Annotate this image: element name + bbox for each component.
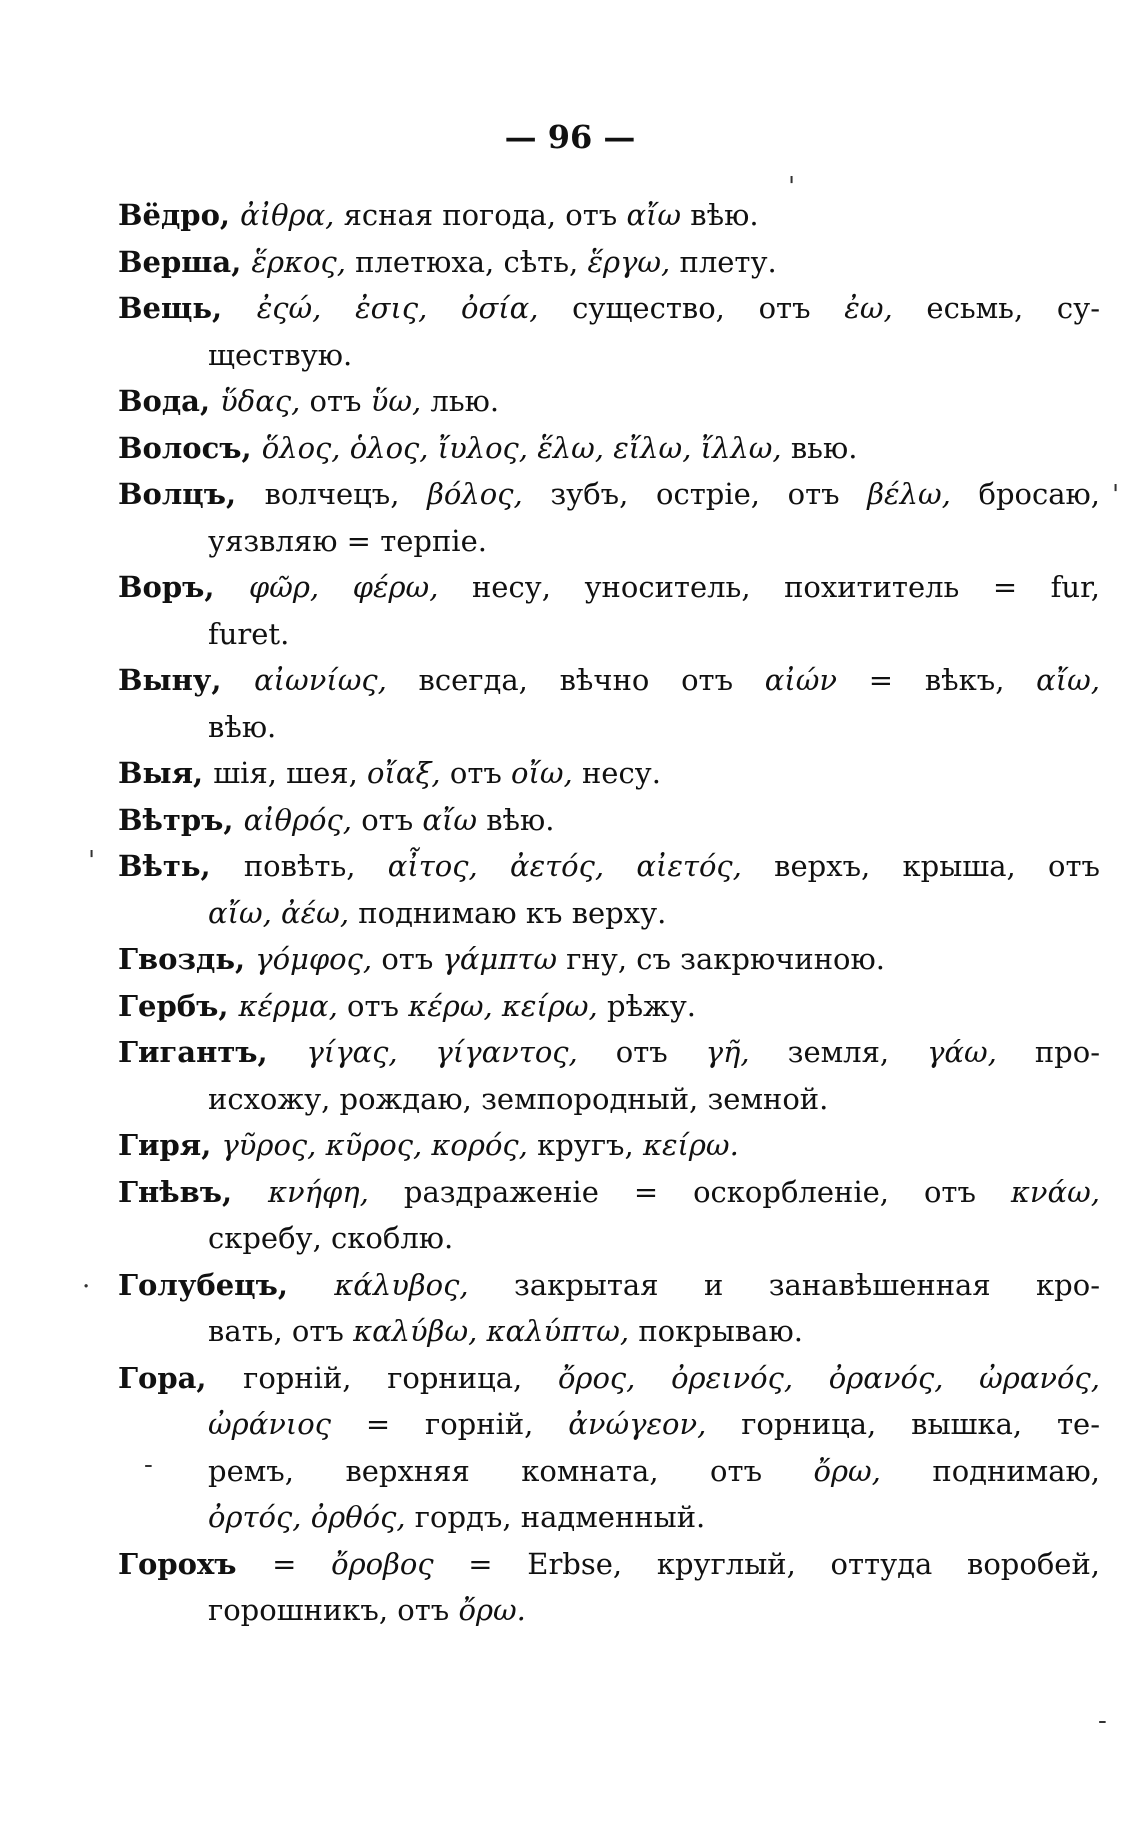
headword: Волцъ, <box>118 477 265 511</box>
greek-word: γάω, <box>927 1035 997 1069</box>
entry-line <box>118 471 1100 518</box>
dictionary-entry <box>118 983 1100 1030</box>
greek-word: αἶτος, ἀετός, αἰετός, <box>387 849 742 883</box>
greek-word: αἴω <box>422 802 477 837</box>
headword: Голубецъ, <box>118 1267 335 1302</box>
headword: Гигантъ, <box>118 1035 307 1069</box>
entry-line <box>118 425 1100 472</box>
entry-text: закрытая и занавѣшенная кро- <box>468 1267 1100 1302</box>
entry-line <box>118 611 1100 658</box>
greek-word: κάλυβος, <box>334 1267 469 1302</box>
headword: Вёдро, <box>118 198 241 232</box>
entry-line <box>118 332 1100 379</box>
greek-word: αἰθρός, <box>243 802 352 837</box>
entry-text: существо, отъ <box>538 291 845 325</box>
headword: Вѣтръ, <box>118 802 244 837</box>
headword: Воръ, <box>118 570 249 604</box>
greek-word: ὠράνιος <box>208 1407 331 1441</box>
headword: Горохъ <box>118 1546 273 1581</box>
headword: Вода, <box>118 384 221 418</box>
dictionary-entry <box>118 1169 1100 1262</box>
entry-line <box>118 518 1100 565</box>
greek-word: ἕργω, <box>587 244 671 279</box>
entry-line <box>118 564 1100 611</box>
greek-word: ὄρω, <box>813 1453 881 1488</box>
stray-mark: ' <box>88 846 96 876</box>
entry-text: поднимаю, <box>880 1453 1100 1488</box>
entry-text: = <box>272 1546 332 1581</box>
greek-word: κείρω. <box>642 1128 739 1162</box>
entry-line <box>118 1494 1100 1541</box>
stray-mark: - <box>1098 1706 1107 1736</box>
entry-line <box>118 797 1100 844</box>
entry-text: несу. <box>572 756 661 790</box>
dictionary-entry <box>118 471 1100 564</box>
entry-text: кругъ, <box>527 1128 643 1162</box>
entry-text: горница, вышка, те- <box>706 1407 1100 1441</box>
headword: Гнѣвъ, <box>118 1174 268 1209</box>
greek-word: ὀρτός, ὀρθός, <box>208 1500 406 1534</box>
entry-line <box>118 1401 1100 1448</box>
greek-word: κνήφη, <box>267 1174 369 1209</box>
stray-mark: ' <box>1112 480 1120 510</box>
entry-line <box>118 1448 1100 1495</box>
entry-text: горошникъ, отъ <box>208 1593 459 1627</box>
entry-text: вѣю. <box>476 802 555 837</box>
entry-line <box>118 1262 1100 1309</box>
entry-text: отъ <box>300 384 371 418</box>
dictionary-entries <box>118 192 1100 1634</box>
dictionary-entry <box>118 564 1100 657</box>
dictionary-entry <box>118 1029 1100 1122</box>
entry-text: furet. <box>208 616 290 651</box>
stray-mark: ' <box>788 172 796 202</box>
entry-line <box>118 704 1100 751</box>
entry-text: покрываю. <box>629 1314 803 1348</box>
dictionary-entry <box>118 1541 1100 1634</box>
headword: Волосъ, <box>118 430 262 465</box>
entry-line <box>118 378 1100 425</box>
entry-text: плету. <box>670 244 777 279</box>
entry-line <box>118 285 1100 332</box>
headword: Гиря, <box>118 1128 222 1162</box>
entry-text: уязвляю = терпіе. <box>208 523 487 558</box>
greek-word: αἴω, ἀέω, <box>208 895 350 930</box>
headword: Гвоздь, <box>118 942 256 976</box>
dictionary-entry <box>118 285 1100 378</box>
greek-word: βέλω, <box>867 477 951 511</box>
dictionary-entry <box>118 239 1100 286</box>
dictionary-entry <box>118 1122 1100 1169</box>
entry-text: = Erbse, круглый, оттуда воробей, <box>433 1546 1100 1581</box>
headword: Гербъ, <box>118 988 239 1023</box>
greek-word: κέρω, κείρω, <box>408 988 598 1023</box>
stray-mark: · <box>82 1272 91 1302</box>
dictionary-entry <box>118 936 1100 983</box>
greek-word: καλύβω, καλύπτω, <box>353 1314 630 1348</box>
entry-text: плетюха, сѣть, <box>345 244 588 279</box>
dictionary-entry <box>118 425 1100 472</box>
greek-word: ὕδας, <box>220 384 301 418</box>
entry-line <box>118 1215 1100 1262</box>
entry-text: всегда, вѣчно отъ <box>386 663 765 697</box>
entry-text: вать, отъ <box>208 1314 354 1348</box>
entry-line <box>118 1076 1100 1123</box>
greek-word: ὕω, <box>370 384 422 418</box>
entry-text: вѣю. <box>208 709 277 744</box>
headword: Выну, <box>118 663 255 697</box>
entry-line <box>118 657 1100 704</box>
entry-text: бросаю, <box>950 477 1100 511</box>
entry-text: земля, <box>749 1035 928 1069</box>
greek-word: αἴω, <box>1036 663 1100 697</box>
entry-text: отъ <box>351 802 423 837</box>
greek-word: γῆ, <box>705 1035 750 1069</box>
entry-line <box>118 192 1100 239</box>
dictionary-entry <box>118 657 1100 750</box>
headword: Вещь, <box>118 291 257 325</box>
entry-text: ществую. <box>208 337 353 372</box>
entry-line <box>118 239 1100 286</box>
entry-text: несу, уноситель, похититель = fur, <box>438 570 1100 604</box>
greek-word: κέρμα, <box>238 988 338 1023</box>
entry-line <box>118 1587 1100 1634</box>
entry-line <box>118 983 1100 1030</box>
greek-word: βόλος, <box>427 477 523 511</box>
dictionary-entry <box>118 1355 1100 1541</box>
entry-text: ремъ, верхняя комната, отъ <box>208 1453 814 1488</box>
dictionary-entry <box>118 797 1100 844</box>
dictionary-entry <box>118 378 1100 425</box>
entry-line <box>118 750 1100 797</box>
greek-word: φῶρ, φέρω, <box>248 570 439 604</box>
entry-text: раздраженіе = оскорбленіе, отъ <box>368 1174 1011 1209</box>
greek-word: ἐςώ, ἐσις, ὀσία, <box>256 291 539 325</box>
entry-text: зубъ, остріе, отъ <box>522 477 868 511</box>
entry-text: волчецъ, <box>264 477 428 511</box>
headword: Верша, <box>118 244 252 279</box>
greek-word: κνάω, <box>1010 1174 1100 1209</box>
greek-word: ἀἰθρα, <box>240 198 335 232</box>
greek-word: γῦρος, κῦρος, κορός, <box>221 1128 528 1162</box>
entry-line <box>118 1169 1100 1216</box>
greek-word: ὄροβος <box>331 1546 434 1581</box>
greek-word: αἰών <box>764 663 838 697</box>
entry-line <box>118 1308 1100 1355</box>
entry-text: = горній, <box>330 1407 569 1441</box>
greek-word: γάμπτω <box>442 942 558 976</box>
entry-line <box>118 936 1100 983</box>
entry-text: ясная погода, отъ <box>334 198 627 232</box>
entry-text: исхожу, рождаю, земпородный, земной. <box>208 1081 829 1116</box>
greek-word: ὄρος, ὀρεινός, ὀρανός, ὠρανός, <box>557 1360 1100 1395</box>
dictionary-entry <box>118 750 1100 797</box>
entry-text: поднимаю къ верху. <box>349 895 667 930</box>
dictionary-entry <box>118 192 1100 239</box>
entry-line <box>118 1122 1100 1169</box>
dictionary-entry <box>118 843 1100 936</box>
greek-word: ἀνώγεον, <box>568 1407 707 1441</box>
entry-text: шія, шея, <box>213 756 368 790</box>
entry-text: гну, съ закрючиною. <box>557 942 885 976</box>
entry-line <box>118 1541 1100 1588</box>
greek-word: αἴω <box>626 198 682 232</box>
greek-word: ἐω, <box>844 291 893 325</box>
entry-text: = вѣкъ, <box>837 663 1037 697</box>
greek-word: οἴω, <box>511 756 573 790</box>
headword: Гора, <box>118 1360 244 1395</box>
entry-text: гордъ, надменный. <box>405 1500 706 1534</box>
greek-word: ἕρκος, <box>251 244 346 279</box>
entry-text: отъ <box>440 756 512 790</box>
greek-word: αἰωνίως, <box>254 663 387 697</box>
entry-text: лью. <box>421 384 500 418</box>
greek-word: ὄρω. <box>458 1593 526 1627</box>
entry-text: отъ <box>577 1035 706 1069</box>
entry-text: рѣжу. <box>597 988 697 1023</box>
headword: Вѣть, <box>118 849 244 883</box>
entry-line <box>118 1029 1100 1076</box>
entry-text: про- <box>996 1035 1100 1069</box>
entry-text: отъ <box>337 988 409 1023</box>
entry-text: есьмь, су- <box>892 291 1100 325</box>
entry-line <box>118 843 1100 890</box>
entry-text: горній, горница, <box>243 1360 558 1395</box>
greek-word: ὅλος, ὁλος, ἴυλος, ἕλω, εἴλω, ἴλλω, <box>261 430 782 465</box>
entry-text: вью. <box>781 430 858 465</box>
entry-line <box>118 890 1100 937</box>
headword: Выя, <box>118 756 214 790</box>
dictionary-entry <box>118 1262 1100 1355</box>
entry-text: отъ <box>372 942 443 976</box>
entry-text: скребу, скоблю. <box>208 1221 454 1255</box>
greek-word: γόμφος, <box>255 942 373 976</box>
entry-text: верхъ, крыша, отъ <box>741 849 1101 883</box>
greek-word: οἴαξ, <box>367 756 441 790</box>
greek-word: γίγας, γίγαντος, <box>306 1035 578 1069</box>
entry-line <box>118 1355 1100 1402</box>
entry-text: повѣть, <box>243 849 388 883</box>
page-number: — 96 — <box>504 118 636 156</box>
stray-mark: - <box>144 1450 153 1480</box>
entry-text: вѣю. <box>681 198 759 232</box>
